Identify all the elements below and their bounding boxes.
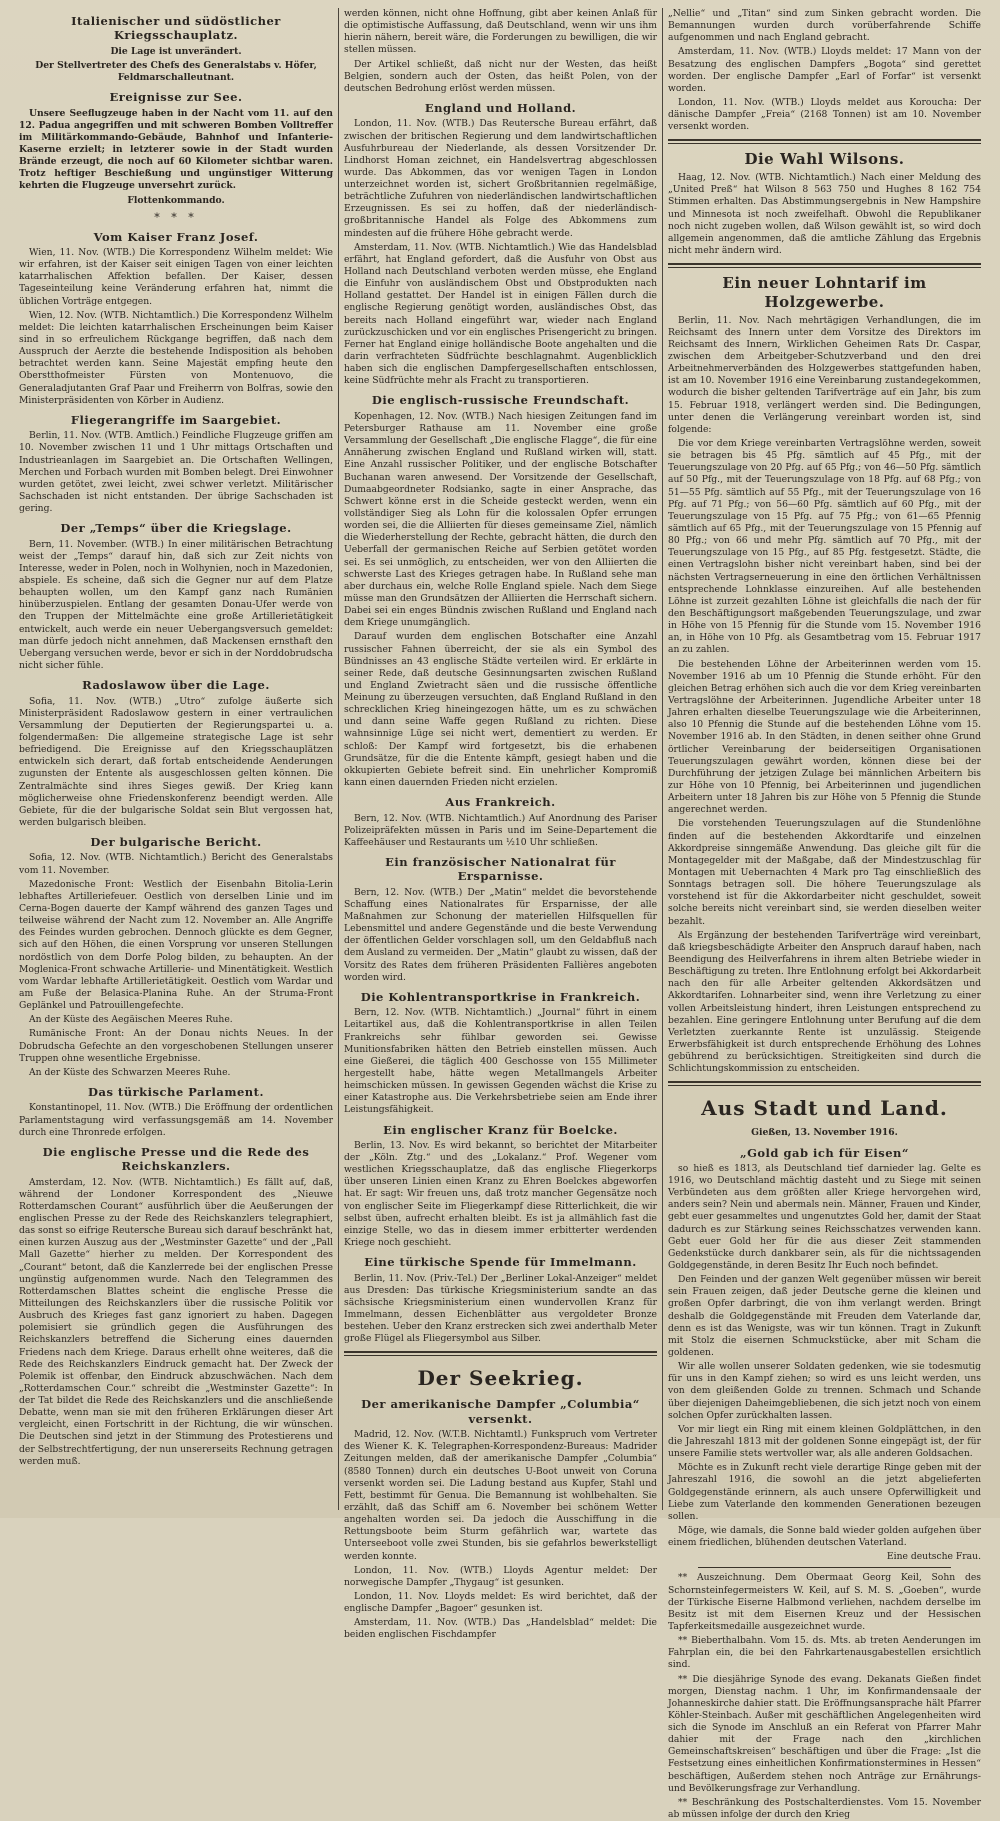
signature-hoefer: Der Stellvertreter des Chefs des Generalstabs v. Höfer, Feldmarschalleutnant.: [35, 59, 317, 84]
article-gold-1: so hieß es 1813, als Deutschland tief darnieder lag. Gelte es 1916, wo Deutschland mächtig dasteht und zu Siege mit seinen Verbündeten aus dem größten aller Kriege hervorgehen wird, anders sein? Nein und abermals nein. Männer, Frauen und Kinder, gebt euer gesammeltes und ungenutztes Gold her, damit der Staat dadurch es zur Stärkung seines Reichsschatzes verwenden kann. Gebt euer Gold her für die aus dieser Zeit stammenden Gedenkstücke durch dankbarer sein, als für die nichtssagenden Goldgegenstände, in deren Besitz Ihr Euch noch befindet.: [668, 1162, 981, 1271]
section-rule: [344, 1351, 657, 1356]
heading-naval-war: Der Seekrieg.: [417, 1366, 584, 1391]
article-bagoer: London, 11. Nov. Lloyds meldet: Es wird berichtet, daß der englische Dampfer „Bagoer“ gesunken ist.: [344, 1590, 657, 1615]
article-postal-service: ** Beschränkung des Postschalterdienstes. Vom 15. November ab müssen infolge der durch den Krieg: [668, 1796, 981, 1821]
column-1: [14, 8, 338, 1510]
article-savings-council: Bern, 12. Nov. (WTB.) Der „Matin“ meldet die bevorstehende Schaffung eines Nationalrates für Ersparnisse, der alle Maßnahmen zur Schonung der materiellen Hilfsquellen für Lebensmittel und andere Gegenstände und die beste Verwendung der öffentlichen Gelder vorschlagen soll, um den Geldabfluß nach dem Ausland zu vermeiden. Der „Matin“ glaubt zu wissen, daß der Vorsitz des Rates dem früheren Präsidenten Fallières angeboten worden wird.: [344, 886, 657, 983]
article-gold-3: Wir alle wollen unserer Soldaten gedenken, wie sie todesmutig für uns in den Kampf ziehen; so wird es uns leicht werden, uns von dem gleißenden Golde zu trennen. Schmach und Schande über diejenigen Daheimgebliebenen, die sich jetzt noch von einem solchen Opfer zurückhalten lassen.: [668, 1361, 981, 1421]
heading-radoslawow: Radoslawow über die Lage.: [82, 678, 270, 693]
signature-german-woman: Eine deutsche Frau.: [886, 1551, 981, 1563]
heading-italian-front: Italienischer und südöstlicher Kriegsschauplatz.: [71, 14, 281, 43]
separator-line: [698, 1567, 951, 1568]
article-wood-tariff-2: Die vor dem Kriege vereinbarten Vertragslöhne werden, soweit sie betragen bis 45 Pfg. sämtlich auf 45 Pfg., mit der Teuerungszulage von 20 Pfg. auf 65 Pfg.; von 46—50 Pfg. sämtlich auf 50 Pfg., mit der Teuerungszulage von 18 Pfg. auf 68 Pfg.; von 51—55 Pfg. sämtlich auf 55 Pfg., mit der Teuerungszulage von 16 Pfg. auf 71 Pfg.; von 56—60 Pfg. sämtlich auf 60 Pfg., mit der Teuerungszulage von 15 Pfg. auf 75 Pfg.; von 61—65 Pfennig sämtlich auf 65 Pfg., mit der Teuerungszulage von 15 Pfennig auf 80 Pfg.; von 66 und mehr Pfg. sämtlich auf 70 Pfg., mit der Teuerungszulage von 15 Pfg., auf 85 Pfg. festgesetzt. Städte, die einen Vertragslohn bisher nicht vereinbart haben, sind bei der nächsten Vertragserneuerung in eine den örtlichen Verhältnissen entsprechende Lohnklasse einzureihen. Auf alle bestehenden Löhne ist zurzeit gezahlten Löhne ist gleichfalls die nach der für den Beschäftigungsort maßgebenden Teuerungszulage, und zwar in Höhe von 15 Pfennig für die Stunde vom 15. November 1916 an, in Höhe von 10 Pfg. als Gesamtbetrag vom 15. Februar 1917 an zu zahlen.: [668, 438, 981, 656]
article-bieberthalbahn: ** Bieberthalbahn. Vom 15. ds. Mts. ab treten Aenderungen im Fahrplan ein, die bei den Fahrkartenausgabestellen ersichtlich sind.: [668, 1635, 981, 1671]
article-bogota: Amsterdam, 11. Nov. (WTB.) Lloyds meldet: 17 Mann von der Besatzung des englischen Dampfers „Bogota“ sind gerettet worden. Der englische Dampfer „Earl of Forfar“ ist versenkt worden.: [668, 46, 981, 94]
dateline-giessen: Gießen, 13. November 1916.: [751, 1127, 898, 1139]
heading-english-press: Die englische Presse und die Rede des Reichskanzlers.: [42, 1144, 310, 1174]
section-rule: [668, 139, 981, 144]
article-coal-crisis: Bern, 12. Nov. (WTB. Nichtamtlich.) „Journal“ führt in einem Leitartikel aus, daß die Kohlentransportkrise in allen Teilen Frankreichs sehr fühlbar geworden sei. Gewisse Munitionsfabriken hätten den Betrieb einstellen müssen. Auch eine Gießerei, die täglich 400 Geschosse von 155 Millimeter hergestellt habe, hätte wegen Metallmangels Arbeiter heimschicken müssen. In gewissen Gegenden wächst die Krise zu einer Katastrophe aus. Die Verkehrsbetriebe seien am Ende ihrer Leistungsfähigkeit.: [344, 1007, 657, 1116]
article-temps: Bern, 11. November. (WTB.) In einer militärischen Betrachtung weist der „Temps“ darauf hin, daß sich zur Zeit nichts von Interesse, weder in Polen, noch in Wolhynien, noch in Mazedonien, abspiele. Es scheine, daß sich die Gegner nur auf dem Platze behaupten wollen, um den Kampf ganz nach Rumänien hinüberzuspielen. Entlang der gesamten Donau-Ufer werde von den Truppen der Mittelmächte eine große Artillerietätigkeit entwickelt, auch werde ein neuer Uebergangsversuch gemeldet: man dürfe jedoch nicht annehmen, daß Mackensen ernsthaft den Uebergang versuchen werde, bevor er sich in der Norddobrudscha nicht sicher fühle.: [19, 538, 333, 672]
separator-stars: * * *: [154, 210, 198, 224]
signature-fleet: Flottenkommando.: [127, 194, 225, 206]
article-immelmann: Berlin, 11. Nov. (Priv.-Tel.) Der „Berliner Lokal-Anzeiger“ meldet aus Dresden: Das türkische Kriegsministerium sandte an das sächsische Kriegsministerium einen wundervollen Kranz für Immelmann, dessen Eichenblätter aus vergoldeter Bronze bestehen. Ueber den Kranz erstrecken sich zwei anderthalb Meter große Flügel als Fliegersymbol aus Silber.: [344, 1272, 657, 1345]
heading-anglo-russian: Die englisch-russische Freundschaft.: [371, 393, 630, 408]
article-england-holland-2: Amsterdam, 11. Nov. (WTB. Nichtamtlich.) Wie das Handelsblad erfährt, hat England gefordert, daß die Ausfuhr von Obst aus Holland nach Deutschland verboten werden müsse, ehe England die Einfuhr von ausländischem Obst und Obstprodukten nach Holland gestattet. Der Handel ist in einigen Fällen durch die englische Regierung genötigt worden, ausländisches Obst, das bereits nach Holland eingeführt war, wieder nach England zurückzuschicken und vor ein englisches Prisengericht zu bringen. Ferner hat England einige holländische Boote angehalten und die darin verfrachteten Südfrüchte beschlagnahmt. Augenblicklich haben sich die englischen Dampfergesellschaften entschlossen, keine Südfrüchte mehr als Fracht zu transportieren.: [344, 241, 657, 387]
column-2: [338, 8, 662, 1641]
heading-coal-crisis: Die Kohlentransportkrise in Frankreich.: [360, 989, 641, 1004]
article-bulgarian-5: An der Küste des Schwarzen Meeres Ruhe.: [29, 1066, 231, 1078]
article-air-raids-saar: Berlin, 11. Nov. (WTB. Amtlich.) Feindliche Flugzeuge griffen am 10. November zwischen 11 und 1 Uhr mittags Ortschaften und Industrieanlagen im Saargebiet an. Die Ortschaften Wellingen, Merchen und Forbach wurden mit Bomben belegt. Drei Einwohner wurden getötet, zwei leicht, zwei schwer verletzt. Militärischer Sachschaden ist nicht entstanden. Der übrige Sachschaden ist gering.: [19, 430, 333, 515]
heading-gold-for-iron: „Gold gab ich für Eisen“: [739, 1145, 910, 1160]
heading-england-holland: England und Holland.: [424, 100, 577, 115]
article-gold-2: Den Feinden und der ganzen Welt gegenüber müssen wir bereit sein Frauen zeigen, daß jeder Deutsche gerne die kleinen und großen Opfer darbringt, die von ihm verlangt werden. Bringt deshalb die Goldgegenstände mit Freuden dem Vaterlande dar, denn es ist das Wenigste, was wir tun können. Tragt in Zukunft mit Stolz die eisernen Schmuckstücke, aber mit Scham die goldenen.: [668, 1274, 981, 1358]
article-conclusion: Der Artikel schließt, daß nicht nur der Westen, das heißt Belgien, sondern auch der Osten, das heißt Polen, von der deutschen Bedrohung erlöst werden müssen.: [344, 58, 657, 94]
article-wood-tariff-3: Die bestehenden Löhne der Arbeiterinnen werden vom 15. November 1916 ab um 10 Pfennig die Stunde erhöht. Für den gleichen Betrag erhöhen sich auch die vor dem Krieg vereinbarten Vertragslöhne der Arbeiterinnen. Jugendliche Arbeiter unter 18 Jahren erhalten dieselbe Teuerungszulage wie die Arbeiterinnen, also 10 Pfennig die Stunde auf die bestehenden Löhne vom 15. November 1916 ab. In den Städten, in denen seither ohne Grund örtlicher Vereinbarung der beiderseitigen Organisationen Teuerungszulagen gewährt worden, können diese bei der Durchführung der jetzigen Zulage bei männlichen Arbeitern bis zur Höhe von 10 Pfennig, bei Arbeiterinnen und jugendlichen Arbeitern unter 18 Jahren bis zur Höhe von 5 Pfennig die Stunde angerechnet werden.: [668, 658, 981, 816]
article-england-holland-1: London, 11. Nov. (WTB.) Das Reutersche Bureau erfährt, daß zwischen der britischen Regierung und dem landwirtschaftlichen Ausfuhrbureau der Niederlande, als dessen Vorsitzender Dr. Lindhorst Homan zeichnet, ein Handelsvertrag abgeschlossen wurde. Das Abkommen, das vor wenigen Tagen in London unterzeichnet worden ist, sichert Großbritannien regelmäßige, beträchtliche Zufuhren von niederländischen landwirtschaftlichen Erzeugnissen. Es sei zu hoffen, daß der niederländisch-großbritannische Handel als Folge des Abkommens zum mindesten auf die frühere Höhe gebracht werde.: [344, 118, 657, 239]
article-bulgarian-4: Rumänische Front: An der Donau nichts Neues. In der Dobrudscha Gefechte an den vorgeschobenen Stellungen unserer Truppen ohne wesentliche Ergebnisse.: [19, 1028, 333, 1064]
heading-france: Aus Frankreich.: [445, 795, 556, 810]
article-synod: ** Die diesjährige Synode des evang. Dekanats Gießen findet morgen, Dienstag nachm. 1 Uhr, im Konfirmandensaale der Johanneskirche dahier statt. Die Eröffnungsansprache hält Pfarrer Köhler-Steinbach. Außer mit geschäftlichen Angelegenheiten wird sich die Synode im Anschluß an ein Referat von Pfarrer Mahr dahier mit der Frage nach den „kirchlichen Gemeinschaftskreisen“ beschäftigen und über die Frage: „Ist die Festsetzung eines einheitlichen Konfirmationstermines in Hessen“ beschäftigen, Außerdem stehen noch Anträge zur Ernährungs- und Bevölkerungsfrage zur Verhandlung.: [668, 1673, 981, 1794]
article-freia: London, 11. Nov. (WTB.) Lloyds meldet aus Koroucha: Der dänische Dampfer „Freia“ (2168 Tonnen) ist am 10. November versenkt worden.: [668, 96, 981, 133]
article-wood-tariff-4: Die vorstehenden Teuerungszulagen auf die Stundenlöhne finden auf die bestehenden Akkordtarife und einzelnen Akkordpreise sinngemäße Anwendung. Das gleiche gilt für die Montagegelder mit der Maßgabe, daß der Mindestzuschlag für Montagen mit Uebernachten 4 Mark pro Tag einschließlich des Sonntags betragen soll. Die höhere Teuerungszulage als vorstehend ist für die Akkordarbeiter nicht geschuldet, soweit solche bereits nicht vereinbart sind, sie werden dieselben weiter bezahlt.: [668, 818, 981, 927]
heading-air-raids-saar: Fliegerangriffe im Saargebiet.: [70, 412, 282, 427]
heading-temps: Der „Temps“ über die Kriegslage.: [60, 521, 292, 536]
article-anglo-russian-1: Kopenhagen, 12. Nov. (WTB.) Nach hiesigen Zeitungen fand im Petersburger Rathause am 11. November eine große Versammlung der Gesellschaft „Die englische Flagge“, die für eine Annäherung zwischen England und Rußland wirken will, statt. Eine Anzahl russischer Politiker, und der englische Botschafter Buchanan waren anwesend. Der Vorsitzende der Gesellschaft, Dumaabgeordneter Rodsianko, sagte in einer Ansprache, das Schwert könne erst in die Scheide gesteckt werden, wenn ein vollständiger Sieg als Lohn für die kolossalen Opfer errungen worden sei, die die Alliierten für dieses gemeinsame Ziel, nämlich die Wiederherstellung der Rechte, gebracht hätten, die durch den Ueberfall der germanischen Reiche auf Serbien getötet worden sei. Es sei unmöglich, zu entscheiden, wer von den Alliierten die schwerste Last des Krieges getragen habe. In Rußland sehe man aber durchaus ein, welche Rolle England spiele. Nach dem Siege müsse man den Grundsätzen der Alliierten die Herrschaft sichern. Dabei sei ein enges Bündnis zwischen Rußland und England nach dem Kriege unumgänglich.: [344, 410, 657, 629]
article-columbia: Madrid, 12. Nov. (W.T.B. Nichtamtl.) Funkspruch vom Vertreter des Wiener K. K. Telegraphen-Korrespondenz-Bureaus: Madrider Zeitungen melden, daß der amerikanische Dampfer „Columbia“ (8580 Tonnen) durch ein deutsches U-Boot unweit von Coruna versenkt worden sei. Die Ladung bestand aus Kupfer, Stahl und Fett, bestimmt für Genua. Die Bemannung ist wohlbehalten. Sie erzählt, daß das Schiff am 6. November bei schönem Wetter angehalten worden sei. Da jedoch die Ausschiffung in die Rettungsboote beim Sturm gefährlich war, wartete das Unterseeboot volle zwei Stunden, bis sie gefahrlos bewerkstelligt werden konnte.: [344, 1429, 657, 1562]
article-gold-5: Möchte es in Zukunft recht viele derartige Ringe geben mit der Jahreszahl 1916, die sowohl an die jetzt abgelieferten Goldgegenstände erinnern, als auch unsere Opferwilligkeit und Liebe zum Vaterlande den kommenden Generationen bezeugen sollen.: [668, 1462, 981, 1522]
article-decoration: ** Auszeichnung. Dem Obermaat Georg Keil, Sohn des Schornsteinfegermeisters W. Keil, auf S. M. S. „Goeben“, wurde der Türkische Eiserne Halbmond verliehen, nachdem derselbe im Besitz ist mit dem Eisernen Kreuz und der Hessischen Tapferkeitsmedaille ausgezeichnet wurde.: [668, 1572, 981, 1632]
article-bulgarian-1: Sofia, 12. Nov. (WTB. Nichtamtlich.) Bericht des Generalstabs vom 11. November.: [19, 852, 333, 876]
article-france: Bern, 12. Nov. (WTB. Nichtamtlich.) Auf Anordnung des Pariser Polizeipräfekten müssen in Paris und im Seine-Departement die Kaffeehäuser und Restaurants um ½10 Uhr schließen.: [344, 812, 657, 848]
heading-city-country: Aus Stadt und Land.: [701, 1096, 948, 1121]
article-gold-6: Möge, wie damals, die Sonne bald wieder golden aufgehen über einem friedlichen, blühenden deutschen Vaterland.: [668, 1524, 981, 1549]
article-wood-tariff-5: Als Ergänzung der bestehenden Tarifverträge wird vereinbart, daß kriegsbeschädigte Arbeiter den Anspruch darauf haben, nach Beendigung des Heilverfahrens in ihrem alten Betriebe wieder in Beschäftigung zu treten. Ihre Entlohnung erfolgt bei Akkordarbeit nach den für alle Arbeiter geltenden Akkordsätzen und Akkordtarifen. Lohnarbeiter sind, wenn ihre Verletzung zu einer vollen Arbeitsleistung hindert, ihren Leistungen entsprechend zu bezahlen. Eine geringere Entlohnung unter Berufung auf die dem Verletzten zuerkannte Rente ist unzulässig. Steigende Erwerbsfähigkeit ist durch entsprechende Erhöhung des Lohnes gebührend zu berücksichtigen. Streitigkeiten sind durch die Schlichtungskommission zu entscheiden.: [668, 929, 981, 1075]
heading-wood-tariff: Ein neuer Lohntarif im Holzgewerbe.: [722, 274, 927, 311]
heading-turkish-parliament: Das türkische Parlament.: [88, 1084, 264, 1099]
heading-immelmann: Eine türkische Spende für Immelmann.: [364, 1255, 637, 1270]
article-bulgarian-3: An der Küste des Aegäischen Meeres Ruhe.: [29, 1014, 233, 1026]
article-bulgarian-2: Mazedonische Front: Westlich der Eisenbahn Bitolia-Lerin lebhaftes Artilleriefeuer. Oestlich von derselben Linie und im Cerna-Bogen dauerte der Kampf während des ganzen Tages und teilweise während der Nacht zum 12. November an. Alle Angriffe des Feindes wurden gebrochen. Dennoch glückte es dem Gegner, sich auf den Höhen, die einen Vorsprung vor unseren Stellungen nordöstlich von dem Dorfe Polog bilden, zu behaupten. An der Moglenica-Front schwache Artillerie- und Minentätigkeit. Westlich vom Wardar lebhafte Artillerietätigkeit. Oestlich vom Wardar und am Fuße der Belasica-Planina Ruhe. An der Struma-Front Geplänkel und Patrouillengefechte.: [19, 878, 333, 1012]
heading-sea-events: Ereignisse zur See.: [109, 90, 243, 105]
article-radoslawow: Sofia, 11. Nov. (WTB.) „Utro“ zufolge äußerte sich Ministerpräsident Radoslawow gestern in einer vertraulichen Versammlung der Deputierten der Regierungspartei u. a. folgendermaßen: Die allgemeine strategische Lage ist sehr befriedigend. Die Ereignisse auf den Kriegsschauplätzen entwickeln sich derart, daß fortab entscheidende Aenderungen zugunsten der Entente als ausgeschlossen gelten können. Die Zentralmächte sind ihres Sieges gewiß. Der Krieg kann möglicherweise ohne Friedenskonferenz beendigt werden. Alle Gebiete, für die der bulgarische Soldat sein Blut vergossen hat, werden bulgarisch bleiben.: [19, 695, 333, 828]
column-3: [662, 8, 986, 1821]
article-english-press: Amsterdam, 12. Nov. (WTB. Nichtamtlich.) Es fällt auf, daß, während der Londoner Korrespondent des „Nieuwe Rotterdamschen Courant“ ausführlich über die Aeußerungen der englischen Presse zu der Rede des Reichskanzlers telegraphiert, das sonst so eifrige Reutersche Bureau sich darauf beschränkt hat, einen kurzen Auszug aus der „Westminster Gazette“ und der „Pall Mall Gazette“ hierher zu melden. Der Korrespondent des „Courant“ betont, daß die Kanzlerrede bei der englischen Presse ungünstig aufgenommen wurde. Nach den Telegrammen des Rotterdamschen Blattes scheint die englische Presse die Mitteilungen des Reichskanzlers über die russische Politik vor Ausbruch des Krieges fast ganz ignoriert zu haben. Dagegen polemisiert sie gründlich gegen die Ausführungen des Reichskanzlers betreffend die Sicherung eines dauernden Friedens nach dem Kriege. Daraus erhellt ohne weiteres, daß die Rede des Reichskanzlers Eindruck gemacht hat. Der Zweck der Polemik ist offenbar, den Eindruck abzuschwächen. Nach dem „Rotterdamschen Cour.“ schreibt die „Westminster Gazette“: In der Tat bildet die Rede des Reichskanzlers und die anschließende Debatte, wenn man sie mit den früheren Erklärungen dieser Art vergleicht, einen Fortschritt in der Richtung, die wir wünschen. Die Deutschen sind jetzt in der Stimmung des Protestierens und der Selbstrechtfertigung, der nun unsererseits Rechnung getragen werden muß.: [19, 1176, 333, 1467]
article-anglo-russian-2: Darauf wurden dem englischen Botschafter eine Anzahl russischer Fahnen überreicht, der sie als ein Symbol des Bündnisses an 43 englische Städte verteilen wird. Er erklärte in seiner Rede, daß deutsche Gesinnungsarten zwischen Rußland und England Zwietracht säen und die russische öffentliche Meinung zu überzeugen versuchten, daß England Rußland in den schrecklichen Krieg hineingezogen hätte, um es zu schwächen und dann seine Waffe gegen Rußland zu richten. Diese wahnsinnige Lüge sei nicht wert, dementiert zu werden. Er schloß: Der Kampf wird fortgesetzt, bis die erhabenen Grundsätze, für die die Entente kämpft, gesiegt haben und die okkupierten Gebiete befreit sind. Ein unehrlicher Kompromiß kann einen dauernden Frieden nicht erzielen.: [344, 631, 657, 789]
heading-boelcke: Ein englischer Kranz für Boelcke.: [383, 1122, 618, 1137]
situation-unchanged: Die Lage ist unverändert.: [110, 45, 242, 57]
heading-wilson-election: Die Wahl Wilsons.: [744, 150, 905, 169]
article-turkish-parliament: Konstantinopel, 11. Nov. (WTB.) Die Eröffnung der ordentlichen Parlamentstagung wird verfassungsgemäß am 14. November durch eine Thronrede erfolgen.: [19, 1102, 333, 1138]
article-gold-4: Vor mir liegt ein Ring mit einem kleinen Goldplättchen, in den die Jahreszahl 1813 mit der goldenen Sonne eingepägt ist, der für unsere Familie stets wertvoller war, als alle anderen Goldsachen.: [668, 1423, 981, 1460]
article-continued: werden können, nicht ohne Hoffnung, gibt aber keinen Anlaß für die optimistische Auffassung, daß Deutschland, wenn wir uns ihm hierin nähern, bereit wäre, die Forderungen zu bewilligen, die wir stellen müssen.: [344, 8, 657, 56]
article-wilson-election: Haag, 12. Nov. (WTB. Nichtamtlich.) Nach einer Meldung des „United Preß“ hat Wilson 8 563 750 und Hughes 8 162 754 Stimmen erhalten. Das Abstimmungsergebnis in New Hampshire und Minnesota ist noch zweifelhaft. Obwohl die Republikaner noch nicht zugeben wollen, daß Wilson gewählt ist, so wird doch allgemein angenommen, daß die amtliche Zählung das Ergebnis nicht mehr ändern wird.: [668, 172, 981, 256]
heading-savings-council: Ein französischer Nationalrat für Ersparnisse.: [385, 854, 616, 884]
heading-bulgarian-report: Der bulgarische Bericht.: [90, 835, 262, 850]
article-nellie-titan: „Nellie“ und „Titan“ sind zum Sinken gebracht worden. Die Bemannungen wurden durch vorüberfahrende Schiffe aufgenommen und nach England gebracht.: [668, 8, 981, 44]
article-fishing-steamers: Amsterdam, 11. Nov. (WTB.) Das „Handelsblad“ meldet: Die beiden englischen Fischdampfer: [344, 1617, 657, 1641]
section-rule: [668, 1081, 981, 1086]
article-boelcke: Berlin, 13. Nov. Es wird bekannt, so berichtet der Mitarbeiter der „Köln. Ztg.“ und des „Lokalanz.“ Prof. Wegener vom westlichen Kriegsschauplatze, daß das englische Fliegerkorps über unseren Linien einen Kranz zu Ehren Boelckes abgeworfen hat. Er sagt: Wir freuen uns, daß trotz mancher Gegensätze noch von englischer Seite im Fliegerkampf diese Ritterlichkeit, die wir selbst üben, aufrecht erhalten bleibt. Es ist ja allmählich fast die einzige Stelle, wo das in diesem immer erbitterter werdenden Kriege noch geschieht.: [344, 1139, 657, 1248]
heading-emperor: Vom Kaiser Franz Josef.: [93, 229, 259, 244]
article-emperor-2: Wien, 12. Nov. (WTB. Nichtamtlich.) Die Korrespondenz Wilhelm meldet: Die leichten katarrhalischen Erscheinungen beim Kaiser sind in so erfreulichem Rückgange begriffen, daß nach dem Ausspruch der Aerzte die bestehende Indisposition als behoben betrachtet werden kann. Seine Majestät empfing heute den Oberstthofmeister Fürsten von Montenuovo, die Generaladjutanten Graf Paar und Freiherrn von Bolfras, sowie den Ministerpräsidenten von Körber in Audienz.: [19, 309, 333, 406]
article-wood-tariff-1: Berlin, 11. Nov. Nach mehrtägigen Verhandlungen, die im Reichsamt des Innern unter dem Vorsitze des Direktors im Reichsamt des Innern, Wirklichen Geheimen Rats Dr. Caspar, zwischen dem Arbeitgeber-Schutzverband und den drei Arbeitnehmerverbänden des Holzgewerbes stattgefunden haben, ist am 10. November 1916 eine Vereinbarung zustandegekommen, wodurch die bisher geltenden Tarifverträge auf ein Jahr, bis zum 15. Februar 1918, verlängert werden sind. Die Bedingungen, unter denen die Verlängerung vereinbart worden ist, sind folgende:: [668, 314, 981, 435]
article-emperor-1: Wien, 11. Nov. (WTB.) Die Korrespondenz Wilhelm meldet: Wie wir erfahren, ist der Kaiser seit einigen Tagen von einer leichten katarrhalischen Affektion befallen. Der Kaiser, dessen Tageseinteilung keine Veränderung erfahren hat, nimmt die üblichen Vorträge entgegen.: [19, 247, 333, 307]
article-thygaug: London, 11. Nov. (WTB.) Lloyds Agentur meldet: Der norwegische Dampfer „Thygaug“ ist gesunken.: [344, 1564, 657, 1588]
section-rule: [668, 263, 981, 268]
heading-columbia: Der amerikanische Dampfer „Columbia“ versenkt.: [361, 1397, 640, 1426]
article-seaplanes: Unsere Seeflugzeuge haben in der Nacht vom 11. auf den 12. Padua angegriffen und mit schweren Bomben Volltreffer im Militärkommando-Gebäude, Bahnhof und Infanterie-Kaserne erzielt; in letzterer sowie in der Stadt wurden Brände erzeugt, die noch auf 60 Kilometer sichtbar waren. Trotz heftiger Beschießung und ungünstiger Witterung kehrten die Flugzeuge unversehrt zurück.: [19, 107, 333, 192]
